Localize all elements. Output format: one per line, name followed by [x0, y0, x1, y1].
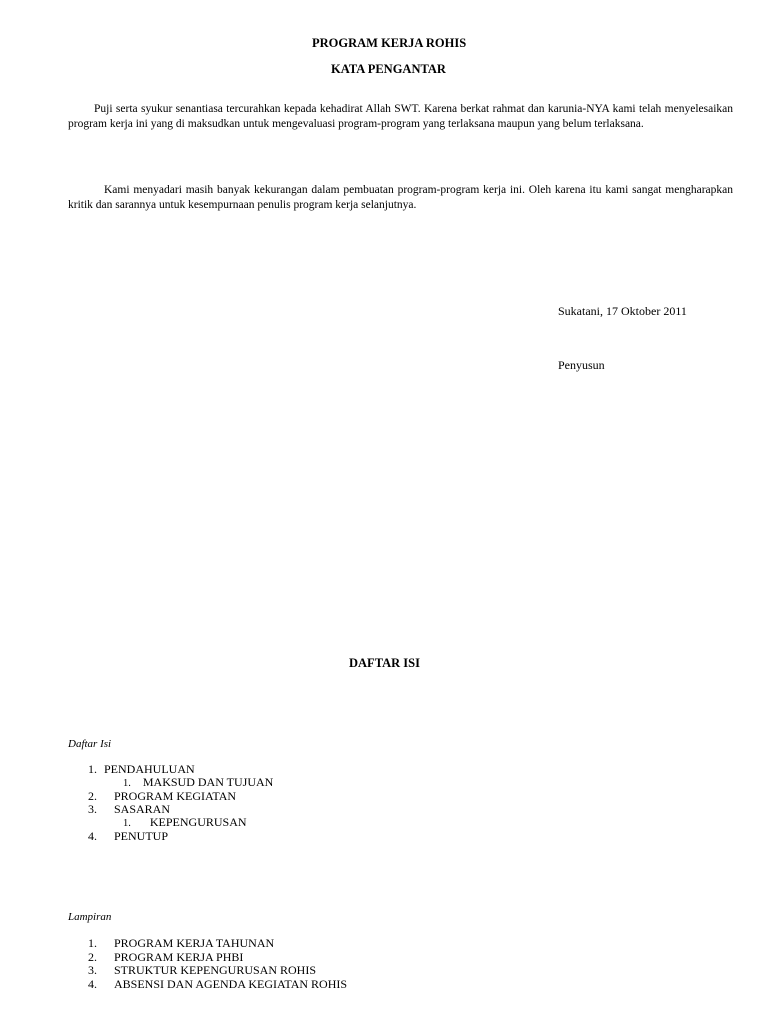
toc-number: 1. — [123, 818, 131, 829]
appendix-label: Lampiran — [68, 911, 112, 923]
toc-number: 2. — [88, 789, 97, 803]
appendix-item — [88, 937, 274, 951]
appendix-text: ABSENSI DAN AGENDA KEGIATAN ROHIS — [114, 977, 348, 991]
toc-text: PROGRAM KEGIATAN — [114, 789, 237, 803]
appendix-number: 3. — [88, 963, 97, 977]
section-heading-kata-pengantar: KATA PENGANTAR — [331, 62, 446, 76]
paragraph-2: Kami menyadari masih banyak kekurangan dalam pembuatan program-program kerja ini. Oleh karena itu kami sangat mengharapkan kritik dan sarannya untuk kesempurnaan penulis program kerja selanjutnya. — [68, 184, 733, 211]
appendix-number: 4. — [88, 977, 97, 991]
toc-number: 4. — [88, 829, 97, 843]
toc-text: SASARAN — [114, 802, 171, 816]
paragraph-1: Puji serta syukur senantiasa tercurahkan kepada kehadirat Allah SWT. Karena berkat rahmat dan karunia-NYA kami telah menyelesaikan program kerja ini yang di maksudkan untuk mengevaluasi program-program yang terlaksana maupun yang belum terlaksana. — [68, 103, 733, 130]
appendix-item — [88, 978, 347, 992]
signatory: Penyusun — [558, 358, 605, 372]
toc-text: KEPENGURUSAN — [149, 815, 247, 829]
toc-number: 3. — [88, 802, 97, 816]
appendix-number: 2. — [88, 950, 97, 964]
toc-text: MAKSUD DAN TUJUAN — [142, 775, 274, 789]
toc-number: 1. — [88, 762, 97, 776]
toc-label: Daftar Isi — [68, 738, 112, 750]
appendix-text: STRUKTUR KEPENGURUSAN ROHIS — [114, 963, 317, 977]
appendix-item — [88, 964, 316, 978]
toc-text: PENUTUP — [114, 829, 169, 843]
appendix-text: PROGRAM KERJA TAHUNAN — [114, 936, 275, 950]
document-title: PROGRAM KERJA ROHIS — [312, 36, 467, 50]
toc-number: 1. — [123, 778, 131, 789]
section-heading-daftar-isi: DAFTAR ISI — [349, 656, 420, 670]
place-date: Sukatani, 17 Oktober 2011 — [558, 304, 687, 318]
toc-text: PENDAHULUAN — [104, 762, 195, 776]
toc-item — [88, 830, 168, 844]
appendix-text: PROGRAM KERJA PHBI — [114, 950, 244, 964]
appendix-number: 1. — [88, 936, 97, 950]
